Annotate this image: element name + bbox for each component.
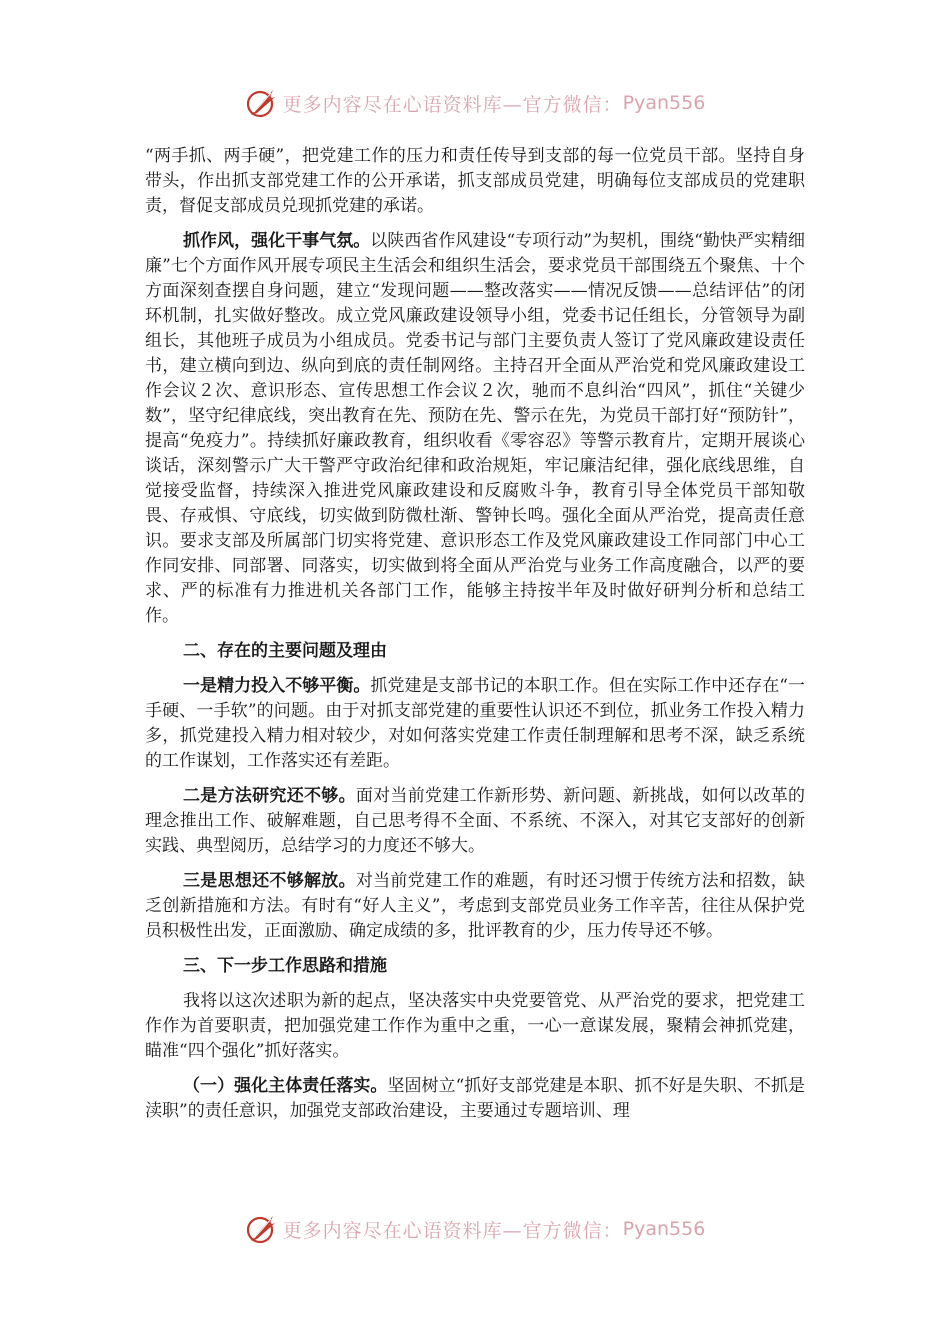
watermark-text: 更多内容尽在心语资料库—官方微信： (282, 93, 623, 116)
paragraph-problem-2 (145, 784, 805, 859)
watermark-header (0, 86, 950, 120)
paragraph-lead: 三是思想还不够解放。 (183, 871, 356, 891)
paragraph-problem-3 (145, 869, 805, 944)
paragraph-text: 对当前党建工作的难题，有时还习惯于传统方法和招数，缺乏创新措施和方法。有时有“好人主义”，考虑到支部党员业务工作辛苦，往往从保护党员积极性出发，正面激励、确定成绩的多，批评教育的少，压力传导还不够。 (145, 871, 806, 941)
paragraph-measure-1 (145, 1074, 805, 1124)
watermark-text: 更多内容尽在心语资料库—官方微信： (282, 1219, 623, 1242)
quill-logo-icon (245, 1213, 279, 1245)
paragraph-text: 以陕西省作风建设“专项行动”为契机，围绕“勤快严实精细廉”七个方面作风开展专项民主生活会和组织生活会，要求党员干部围绕五个聚焦、十个方面深刻查摆自身问题，建立“发现问题——整改落实——情况反馈——总结评估”的闭环机制，扎实做好整改。成立党风廉政建设领导小组，党委书记任组长，分管领导为副组长，其他班子成员为小组成员。党委书记与部门主要负责人签订了党风廉政建设责任书，建立横向到边、纵向到底的责任制网络。主持召开全面从严治党和党风廉政建设工作会议２次、意识形态、宣传思想工作会议２次，驰而不息纠治“四风”，抓住“关键少数”，坚守纪律底线，突出教育在先、预防在先、警示在先，为党员干部打好“预防针”，提高“免疫力”。持续抓好廉政教育，组织收看《零容忍》等警示教育片，定期开展谈心谈话，深刻警示广大干警严守政治纪律和政治规矩，牢记廉洁纪律，强化底线思维，自觉接受监督，持续深入推进党风廉政建设和反腐败斗争，教育引导全体党员干部知敬畏、存戒惧、守底线，切实做到防微杜渐、警钟长鸣。强化全面从严治党，提高责任意识。要求支部及所属部门切实将党建、意识形态工作及党风廉政建设工作同部门中心工作同安排、同部署、同落实，切实做到将全面从严治党与业务工作高度融合，以严的要求、严的标准有力推进机关各部门工作，能够主持按半年及时做好研判分析和总结工作。 (145, 231, 806, 626)
quill-logo-icon (245, 87, 279, 119)
watermark-wechat-id: Pyan556 (622, 1218, 706, 1240)
section-heading-problems: 二、存在的主要问题及理由 (183, 641, 387, 661)
watermark-wechat-id: Pyan556 (622, 92, 706, 114)
paragraph-lead: 抓作风，强化干事气氛。 (183, 231, 371, 251)
paragraph-lead: （一）强化主体责任落实。 (183, 1076, 388, 1096)
paragraph-lead: 一是精力投入不够平衡。 (183, 676, 371, 696)
section-heading-next-steps: 三、下一步工作思路和措施 (183, 956, 387, 976)
paragraph-lead: 二是方法研究还不够。 (183, 786, 356, 806)
paragraph-text: 坚固树立“抓好支部党建是本职、抓不好是失职、不抓是渎职”的责任意识，加强党支部政治建设，主要通过专题培训、理 (145, 1076, 805, 1121)
paragraph-next-steps-intro: 我将以这次述职为新的起点，坚决落实中央党要管党、从严治党的要求，把党建工作作为首要职责，把加强党建工作作为重中之重，一心一意谋发展，聚精会神抓党建，瞄准“四个强化”抓好落实。 (145, 991, 805, 1061)
paragraph-text: 抓党建是支部书记的本职工作。但在实际工作中还存在“一手硬、一手软”的问题。由于对抓支部党建的重要性认识还不到位，抓业务工作投入精力多，抓党建投入精力相对较少，对如何落实党建工作责任制理解和思考不深，缺乏系统的工作谋划，工作落实还有差距。 (145, 676, 805, 771)
paragraph-problem-1 (145, 674, 805, 774)
paragraph-text: 面对当前党建工作新形势、新问题、新挑战，如何以改革的理念推出工作、破解难题，自己思考得不全面、不系统、不深入，对其它支部好的创新实践、典型阅历，总结学习的力度还不够大。 (145, 786, 806, 856)
watermark-footer (0, 1212, 950, 1246)
paragraph-work-style (145, 229, 805, 629)
paragraph-continuation: “两手抓、两手硬”，把党建工作的压力和责任传导到支部的每一位党员干部。坚持自身带头，作出抓支部党建工作的公开承诺，抓支部成员党建，明确每位支部成员的党建职责，督促支部成员兑现抓党建的承诺。 (145, 146, 805, 216)
document-body (145, 144, 805, 1134)
